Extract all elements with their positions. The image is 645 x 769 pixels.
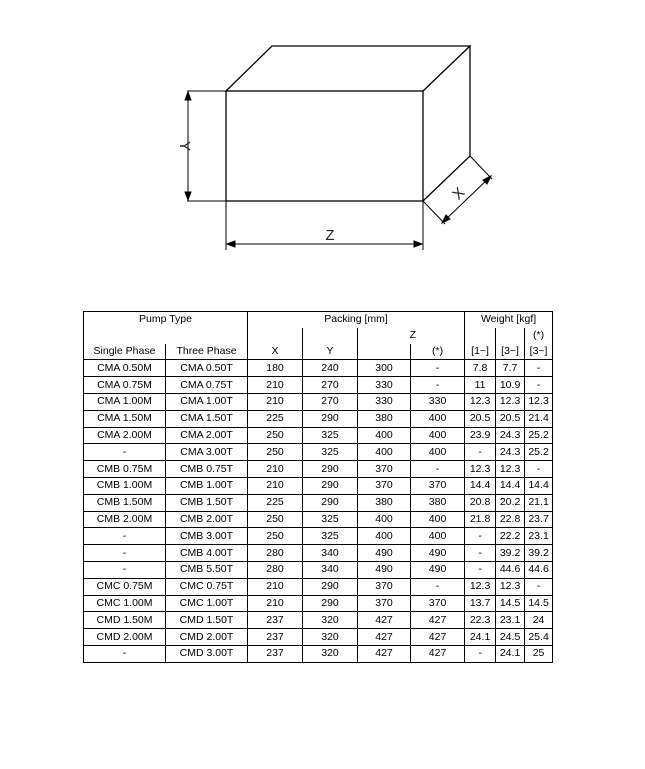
table-cell: 14.4 xyxy=(465,477,496,494)
table-cell: CMA 0.75M xyxy=(84,377,166,394)
table-cell: 400 xyxy=(411,528,465,545)
table-cell: CMA 1.00T xyxy=(166,393,248,410)
z-dimension-label: Z xyxy=(325,227,335,244)
table-cell: 23.7 xyxy=(525,511,553,528)
table-cell: - xyxy=(84,444,166,461)
table-cell: CMB 1.50T xyxy=(166,494,248,511)
table-cell: CMA 2.00T xyxy=(166,427,248,444)
table-cell: 210 xyxy=(248,595,303,612)
table-cell: 24.3 xyxy=(496,427,525,444)
table-cell: 325 xyxy=(303,511,358,528)
single-phase-header: Single Phase xyxy=(84,344,166,360)
pump-packing-table xyxy=(83,311,553,663)
table-cell: 300 xyxy=(358,360,411,377)
table-row xyxy=(84,511,553,528)
table-cell: 23.9 xyxy=(465,427,496,444)
table-cell: 14.4 xyxy=(525,477,553,494)
table-cell: 7.8 xyxy=(465,360,496,377)
table-cell: CMB 5.50T xyxy=(166,561,248,578)
table-cell: CMA 1.00M xyxy=(84,393,166,410)
table-cell: - xyxy=(465,561,496,578)
table-cell: 12.3 xyxy=(465,578,496,595)
table-cell: 370 xyxy=(411,595,465,612)
table-cell: 427 xyxy=(358,645,411,662)
table-cell: 21.4 xyxy=(525,410,553,427)
x-header: X xyxy=(248,344,303,360)
table-cell: 280 xyxy=(248,561,303,578)
table-cell: 12.3 xyxy=(465,461,496,478)
table-cell: 250 xyxy=(248,528,303,545)
table-cell: 20.5 xyxy=(496,410,525,427)
z-star-header: (*) xyxy=(411,344,465,360)
table-cell: - xyxy=(525,461,553,478)
table-cell: 250 xyxy=(248,511,303,528)
table-cell: 290 xyxy=(303,578,358,595)
table-body xyxy=(84,360,553,662)
table-cell: CMB 2.00T xyxy=(166,511,248,528)
table-cell: 490 xyxy=(411,545,465,562)
table-cell: 210 xyxy=(248,461,303,478)
table-cell: 340 xyxy=(303,545,358,562)
table-cell: 25.2 xyxy=(525,427,553,444)
table-cell: 7.7 xyxy=(496,360,525,377)
table-cell: 490 xyxy=(358,545,411,562)
table-cell: 39.2 xyxy=(525,545,553,562)
table-cell: 12.3 xyxy=(465,393,496,410)
table-cell: CMD 2.00T xyxy=(166,629,248,646)
table-cell: 24.1 xyxy=(465,629,496,646)
table-row xyxy=(84,629,553,646)
table-cell: 44.6 xyxy=(525,561,553,578)
table-row xyxy=(84,410,553,427)
table-cell: CMB 0.75T xyxy=(166,461,248,478)
box-front-face xyxy=(226,91,423,201)
table-cell: 23.1 xyxy=(525,528,553,545)
table-cell: 10.9 xyxy=(496,377,525,394)
weight-3-star-header: [3~] xyxy=(525,344,553,360)
table-row xyxy=(84,578,553,595)
table-cell: CMD 1.50M xyxy=(84,612,166,629)
table-cell: CMB 2.00M xyxy=(84,511,166,528)
table-cell: 24 xyxy=(525,612,553,629)
table-cell: CMB 1.50M xyxy=(84,494,166,511)
table-cell: 240 xyxy=(303,360,358,377)
table-cell: 380 xyxy=(358,410,411,427)
table-cell: 490 xyxy=(358,561,411,578)
table-cell: 23.1 xyxy=(496,612,525,629)
table-cell: 340 xyxy=(303,561,358,578)
table-cell: 237 xyxy=(248,612,303,629)
table-cell: 237 xyxy=(248,645,303,662)
table-cell: 400 xyxy=(411,427,465,444)
table-cell: - xyxy=(84,561,166,578)
table-cell: CMD 1.50T xyxy=(166,612,248,629)
table-cell: 370 xyxy=(358,595,411,612)
table-cell: - xyxy=(465,645,496,662)
table-cell: - xyxy=(84,645,166,662)
table-cell: CMA 0.50T xyxy=(166,360,248,377)
table-cell: 270 xyxy=(303,393,358,410)
table-cell: CMC 1.00T xyxy=(166,595,248,612)
table-cell: 400 xyxy=(411,444,465,461)
table-cell: 427 xyxy=(411,612,465,629)
packing-header: Packing [mm] xyxy=(248,312,465,328)
table-cell: 44.6 xyxy=(496,561,525,578)
table-cell: 320 xyxy=(303,612,358,629)
table-cell: 13.7 xyxy=(465,595,496,612)
table-cell: CMB 3.00T xyxy=(166,528,248,545)
table-cell: - xyxy=(465,545,496,562)
table-cell: 24.3 xyxy=(496,444,525,461)
table-cell: CMA 2.00M xyxy=(84,427,166,444)
table-row xyxy=(84,461,553,478)
table-row xyxy=(84,595,553,612)
table-row xyxy=(84,528,553,545)
weight-3-header: [3~] xyxy=(496,344,525,360)
table-row xyxy=(84,612,553,629)
table-cell: 39.2 xyxy=(496,545,525,562)
table-cell: 21.1 xyxy=(525,494,553,511)
table-cell: - xyxy=(525,360,553,377)
table-cell: CMA 0.75T xyxy=(166,377,248,394)
table-cell: 180 xyxy=(248,360,303,377)
table-cell: 250 xyxy=(248,427,303,444)
table-cell: - xyxy=(525,377,553,394)
table-row xyxy=(84,561,553,578)
table-cell: CMD 3.00T xyxy=(166,645,248,662)
table-cell: 210 xyxy=(248,393,303,410)
table-cell: 325 xyxy=(303,528,358,545)
table-cell: 325 xyxy=(303,444,358,461)
table-cell: 427 xyxy=(358,612,411,629)
table-cell: - xyxy=(411,578,465,595)
table-cell: CMD 2.00M xyxy=(84,629,166,646)
table-cell: 14.5 xyxy=(496,595,525,612)
table-cell: 20.2 xyxy=(496,494,525,511)
table-cell: 24.1 xyxy=(496,645,525,662)
table-cell: 290 xyxy=(303,494,358,511)
table-cell: 290 xyxy=(303,595,358,612)
table-cell: 22.2 xyxy=(496,528,525,545)
table-cell: CMB 1.00M xyxy=(84,477,166,494)
table-cell: 22.3 xyxy=(465,612,496,629)
table-cell: CMA 1.50M xyxy=(84,410,166,427)
table-cell: 225 xyxy=(248,410,303,427)
table-cell: 21.8 xyxy=(465,511,496,528)
table-cell: 427 xyxy=(411,629,465,646)
table-cell: 210 xyxy=(248,477,303,494)
table-cell: 12.3 xyxy=(496,393,525,410)
table-row xyxy=(84,494,553,511)
table-cell: - xyxy=(411,461,465,478)
table-cell: - xyxy=(465,528,496,545)
table-cell: - xyxy=(84,545,166,562)
x-dimension-line xyxy=(443,177,490,222)
table-row xyxy=(84,393,553,410)
table-cell: CMB 1.00T xyxy=(166,477,248,494)
table-cell: 280 xyxy=(248,545,303,562)
table-cell: 400 xyxy=(358,427,411,444)
table-row xyxy=(84,477,553,494)
table-cell: 225 xyxy=(248,494,303,511)
table-cell: CMB 4.00T xyxy=(166,545,248,562)
table-cell: 400 xyxy=(411,511,465,528)
table-row xyxy=(84,360,553,377)
table-cell: 25 xyxy=(525,645,553,662)
table-cell: 22.8 xyxy=(496,511,525,528)
table-cell: 25.2 xyxy=(525,444,553,461)
x-dimension-label: X xyxy=(449,184,469,204)
table-cell: 210 xyxy=(248,578,303,595)
table-cell: 380 xyxy=(411,494,465,511)
table-cell: 290 xyxy=(303,477,358,494)
three-phase-header: Three Phase xyxy=(166,344,248,360)
table-cell: 427 xyxy=(411,645,465,662)
table-cell: 210 xyxy=(248,377,303,394)
table-row xyxy=(84,427,553,444)
pump-type-header: Pump Type xyxy=(84,312,248,328)
weight-star-header: (*) xyxy=(525,328,553,344)
table-cell: 12.3 xyxy=(496,461,525,478)
table-cell: 370 xyxy=(358,578,411,595)
table-cell: CMA 3.00T xyxy=(166,444,248,461)
table-cell: 20.5 xyxy=(465,410,496,427)
table-cell: CMC 0.75M xyxy=(84,578,166,595)
table-cell: CMC 0.75T xyxy=(166,578,248,595)
table-cell: - xyxy=(525,578,553,595)
box-top-face xyxy=(226,46,470,91)
table-cell: 330 xyxy=(358,393,411,410)
table-cell: 290 xyxy=(303,410,358,427)
table-cell: 12.3 xyxy=(496,578,525,595)
table-cell: 370 xyxy=(358,477,411,494)
table-cell: - xyxy=(411,377,465,394)
table-cell: 237 xyxy=(248,629,303,646)
table-cell: 490 xyxy=(411,561,465,578)
table-cell: 320 xyxy=(303,645,358,662)
table-cell: 14.5 xyxy=(525,595,553,612)
table-row xyxy=(84,377,553,394)
table-cell: 11 xyxy=(465,377,496,394)
table-row xyxy=(84,545,553,562)
table-row xyxy=(84,645,553,662)
table-cell: - xyxy=(411,360,465,377)
table-cell: 330 xyxy=(358,377,411,394)
table-cell: - xyxy=(84,528,166,545)
table-cell: 250 xyxy=(248,444,303,461)
table-cell: 25.4 xyxy=(525,629,553,646)
table-cell: 400 xyxy=(358,444,411,461)
table-cell: CMC 1.00M xyxy=(84,595,166,612)
table-cell: 14.4 xyxy=(496,477,525,494)
table-cell: 370 xyxy=(411,477,465,494)
table-cell: CMA 1.50T xyxy=(166,410,248,427)
table-cell: 400 xyxy=(358,528,411,545)
table-cell: 370 xyxy=(358,461,411,478)
table-cell: 400 xyxy=(411,410,465,427)
table-cell: 270 xyxy=(303,377,358,394)
table-cell: 325 xyxy=(303,427,358,444)
table-cell: 24.5 xyxy=(496,629,525,646)
table-cell: CMB 0.75M xyxy=(84,461,166,478)
table-cell: 290 xyxy=(303,461,358,478)
table-cell: CMA 0.50M xyxy=(84,360,166,377)
table-cell: 427 xyxy=(358,629,411,646)
table-row xyxy=(84,444,553,461)
table-cell: - xyxy=(465,444,496,461)
packing-box-diagram xyxy=(0,0,645,300)
table-cell: 20.8 xyxy=(465,494,496,511)
weight-1-header: [1~] xyxy=(465,344,496,360)
y-dimension-label: Y xyxy=(176,140,193,152)
table-cell: 320 xyxy=(303,629,358,646)
z-header: Z xyxy=(358,328,465,344)
table-cell: 400 xyxy=(358,511,411,528)
table-cell: 12.3 xyxy=(525,393,553,410)
table-cell: 380 xyxy=(358,494,411,511)
weight-header: Weight [kgf] xyxy=(465,312,553,328)
table-cell: 330 xyxy=(411,393,465,410)
y-header: Y xyxy=(303,344,358,360)
